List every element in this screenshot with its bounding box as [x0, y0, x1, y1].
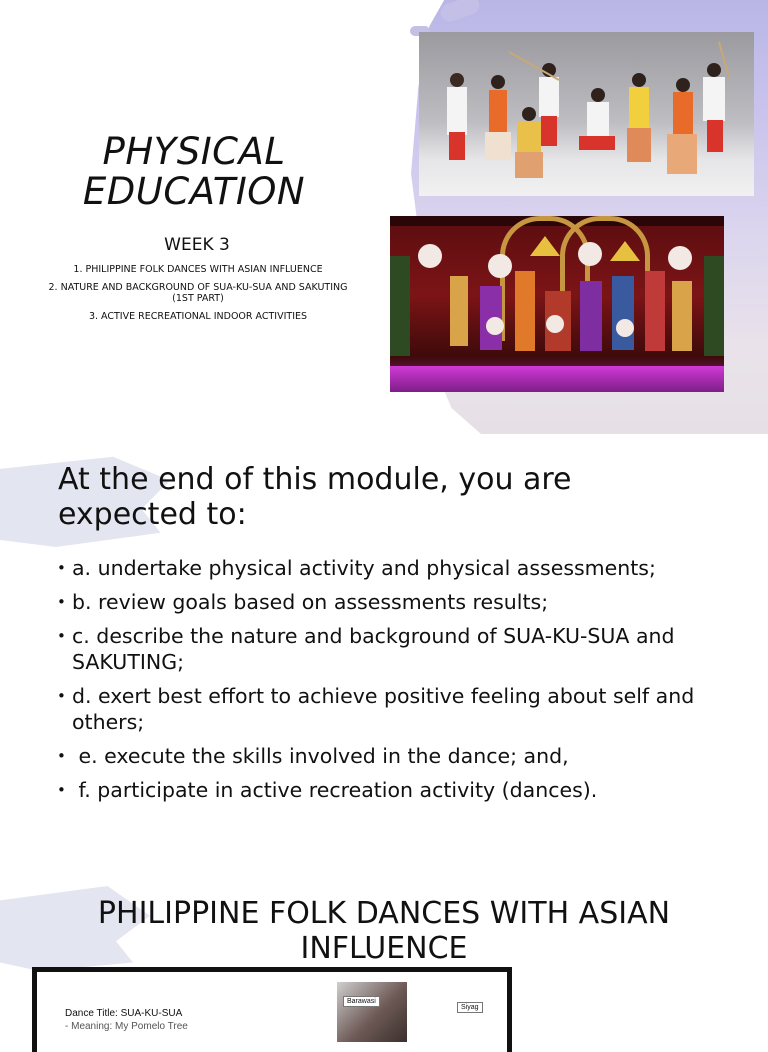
- dance-costume-image: [337, 982, 407, 1042]
- costume-label: Barawasi: [343, 996, 380, 1007]
- dance-title-text: Dance Title: SUA-KU-SUA: [65, 1008, 183, 1019]
- topic-item: 3. ACTIVE RECREATIONAL INDOOR ACTIVITIES: [88, 311, 308, 322]
- objective-item: • a. undertake physical activity and physical assessments;: [57, 555, 747, 581]
- objective-item: • c. describe the nature and background of SUA-KU-SUA and SAKUTING;: [57, 623, 747, 675]
- stage-floor: [390, 366, 724, 392]
- sakuting-stick-dance-photo: [419, 32, 754, 196]
- dance-meaning-text: - Meaning: My Pomelo Tree: [65, 1021, 188, 1032]
- topic-list: [40, 264, 356, 329]
- objective-item: • b. review goals based on assessments results;: [57, 589, 747, 615]
- topic-item: 1. PHILIPPINE FOLK DANCES WITH ASIAN INFLUENCE: [73, 264, 323, 275]
- objectives-heading: At the end of this module, you are expected to:: [58, 462, 572, 532]
- folk-dance-fan-performance-photo: [390, 216, 724, 392]
- section-heading: PHILIPPINE FOLK DANCES WITH ASIAN INFLUENCE: [97, 896, 671, 966]
- objectives-slide: [0, 442, 768, 866]
- objectives-list: [57, 555, 747, 811]
- page-title: PHYSICAL EDUCATION: [82, 130, 306, 213]
- costume-label: Siyag: [457, 1002, 483, 1013]
- week-label: WEEK 3: [164, 235, 230, 255]
- title-slide: [0, 0, 768, 434]
- embedded-slide-frame: [32, 967, 512, 1052]
- objective-item: • f. participate in active recreation activity (dances).: [57, 777, 747, 803]
- objective-item: • e. execute the skills involved in the dance; and,: [57, 743, 747, 769]
- objective-item: • d. exert best effort to achieve positive feeling about self and others;: [57, 683, 747, 735]
- topic-item: 2. NATURE AND BACKGROUND OF SUA-KU-SUA AND SAKUTING (1ST PART): [48, 282, 348, 304]
- folk-dances-slide: [0, 874, 768, 1032]
